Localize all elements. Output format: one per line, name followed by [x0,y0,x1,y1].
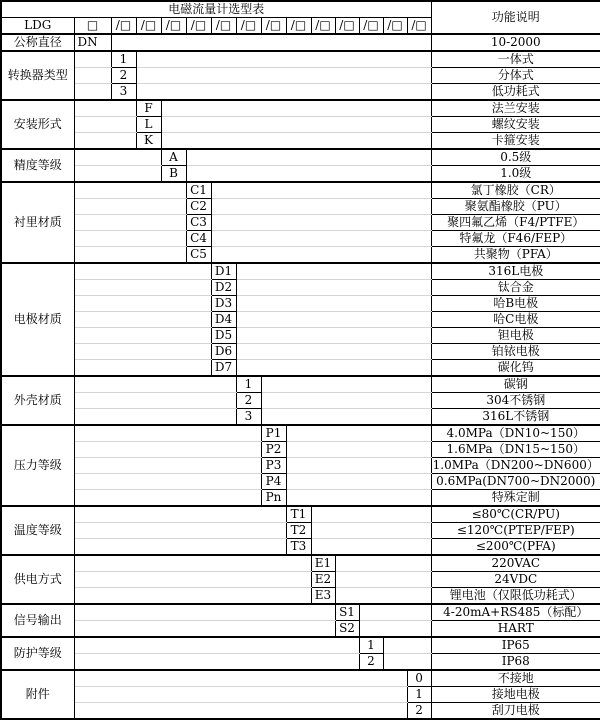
option-code: 1 [236,376,261,393]
spacer-cell [74,442,261,458]
option-code: T2 [286,523,311,539]
option-code: D3 [211,296,236,312]
option-code: 2 [111,68,136,84]
model-code-box: /□ [335,18,359,35]
option-desc: 不接地 [431,670,600,687]
spacer-cell [161,117,431,133]
option-desc: HART [431,621,600,638]
option-desc: ≤120℃(PTEP/FEP) [431,523,600,539]
option-code: D6 [211,344,236,360]
option-code: B [161,166,186,183]
category-label: 压力等级 [1,425,74,506]
model-code-box: /□ [161,18,186,35]
option-code: E2 [311,572,335,588]
option-desc: 聚氨酯橡胶（PU） [431,199,600,215]
option-desc: 螺纹安装 [431,117,600,133]
option-desc: 10-2000 [431,34,600,51]
model-code-box: /□ [211,18,236,35]
option-code: 0 [407,670,431,687]
category-label: 附件 [1,670,74,719]
option-desc: 分体式 [431,68,600,84]
option-code: 1 [359,637,383,654]
spacer-cell [236,312,431,328]
model-prefix: LDG [1,18,74,35]
option-desc: 1.6MPa（DN15~150） [431,442,600,458]
option-desc: 1.0级 [431,166,600,183]
spacer-cell [261,376,431,393]
spacer-cell [74,117,136,133]
spacer-cell [74,539,286,556]
spacer-cell [74,328,211,344]
option-desc: 316L不锈钢 [431,409,600,426]
option-desc: 氯丁橡胶（CR） [431,182,600,199]
option-code: P4 [261,474,286,490]
spacer-cell [74,458,261,474]
option-code: F [136,100,161,117]
spacer-cell [74,247,186,264]
spacer-cell [74,670,407,687]
option-code: C2 [186,199,211,215]
option-code: C5 [186,247,211,264]
model-code-box: /□ [136,18,161,35]
option-desc: 哈C电极 [431,312,600,328]
model-code-box: □ [74,18,111,35]
option-desc: IP68 [431,654,600,671]
model-code-box: /□ [261,18,286,35]
option-desc: 法兰安装 [431,100,600,117]
spacer-cell [74,312,211,328]
option-code: 2 [359,654,383,671]
option-desc: 钛合金 [431,280,600,296]
spacer-cell [111,34,431,51]
spacer-cell [261,393,431,409]
option-code: D4 [211,312,236,328]
option-code: D5 [211,328,236,344]
option-desc: 哈B电极 [431,296,600,312]
option-code: A [161,149,186,166]
spacer-cell [236,344,431,360]
category-label: 防护等级 [1,637,74,670]
option-code: 3 [236,409,261,426]
spacer-cell [74,100,136,117]
model-code-box: /□ [186,18,211,35]
spacer-cell [74,523,286,539]
category-label: 转换器类型 [1,51,74,100]
category-label: 温度等级 [1,506,74,555]
option-desc: 碳钢 [431,376,600,393]
option-desc: 低功耗式 [431,84,600,101]
spacer-cell [383,654,431,671]
spacer-cell [74,621,335,638]
spacer-cell [74,51,111,68]
category-label: 精度等级 [1,149,74,182]
spacer-cell [74,506,286,523]
option-code: P3 [261,458,286,474]
spacer-cell [74,409,236,426]
spacer-cell [74,555,311,572]
option-code: K [136,133,161,150]
option-code: D1 [211,263,236,280]
option-code: 1 [407,687,431,703]
category-label: 电极材质 [1,263,74,376]
spacer-cell [74,588,311,605]
option-desc: 220VAC [431,555,600,572]
option-desc: 304不锈钢 [431,393,600,409]
spacer-cell [359,621,431,638]
category-label: 安装形式 [1,100,74,149]
option-code: C3 [186,215,211,231]
option-desc: 锂电池（仅限低功耗式） [431,588,600,605]
spacer-cell [186,149,431,166]
option-desc: 卡箍安装 [431,133,600,150]
spacer-cell [74,687,407,703]
model-code-box: /□ [383,18,407,35]
option-code: DN [74,34,111,51]
model-code-box: /□ [111,18,136,35]
model-code-box: /□ [359,18,383,35]
spacer-cell [74,572,311,588]
option-desc: 4.0MPa（DN10~150） [431,425,600,442]
spacer-cell [211,182,431,199]
spacer-cell [74,654,359,671]
spacer-cell [335,588,431,605]
spacer-cell [74,84,111,101]
spacer-cell [74,182,186,199]
spacer-cell [236,280,431,296]
option-desc: 铂铱电极 [431,344,600,360]
spacer-cell [311,523,431,539]
option-code: T1 [286,506,311,523]
option-desc: 刮刀电极 [431,703,600,720]
category-label: 信号输出 [1,604,74,637]
spacer-cell [74,133,136,150]
spacer-cell [74,166,161,183]
table-title: 电磁流量计选型表 [1,1,431,18]
option-desc: 聚四氟乙烯（F4/PTFE） [431,215,600,231]
spacer-cell [136,51,431,68]
option-desc: 一体式 [431,51,600,68]
option-code: 3 [111,84,136,101]
option-code: 1 [111,51,136,68]
spacer-cell [74,344,211,360]
spacer-cell [311,539,431,556]
category-label: 衬里材质 [1,182,74,263]
option-desc: 0.6MPa(DN700~DN2000) [431,474,600,490]
option-code: S2 [335,621,359,638]
category-label: 外壳材质 [1,376,74,425]
category-label: 公称直径 [1,34,74,51]
spacer-cell [74,393,236,409]
spacer-cell [211,199,431,215]
spacer-cell [286,490,431,507]
spacer-cell [311,506,431,523]
spacer-cell [74,376,236,393]
spacer-cell [74,231,186,247]
model-code-box: /□ [236,18,261,35]
spacer-cell [236,360,431,377]
spacer-cell [74,215,186,231]
option-code: L [136,117,161,133]
model-code-box: /□ [286,18,311,35]
spacer-cell [74,263,211,280]
option-desc: IP65 [431,637,600,654]
spacer-cell [161,133,431,150]
spacer-cell [74,280,211,296]
option-code: P1 [261,425,286,442]
option-desc: 共聚物（PFA） [431,247,600,264]
spacer-cell [136,84,431,101]
spacer-cell [74,149,161,166]
option-code: P2 [261,442,286,458]
spacer-cell [236,328,431,344]
spacer-cell [74,637,359,654]
option-desc: 碳化钨 [431,360,600,377]
spacer-cell [74,474,261,490]
spacer-cell [286,458,431,474]
spacer-cell [261,409,431,426]
spacer-cell [286,425,431,442]
option-code: D7 [211,360,236,377]
spacer-cell [286,442,431,458]
spacer-cell [74,296,211,312]
option-code: S1 [335,604,359,621]
option-desc: 24VDC [431,572,600,588]
spacer-cell [74,425,261,442]
spacer-cell [335,555,431,572]
spacer-cell [211,231,431,247]
category-label: 供电方式 [1,555,74,604]
spacer-cell [236,263,431,280]
option-code: E1 [311,555,335,572]
option-code: 2 [407,703,431,720]
option-desc: 钽电极 [431,328,600,344]
spacer-cell [359,604,431,621]
spacer-cell [74,604,335,621]
spacer-cell [136,68,431,84]
spacer-cell [161,100,431,117]
model-code-box: /□ [407,18,431,35]
option-code: C4 [186,231,211,247]
spacer-cell [211,247,431,264]
option-code: D2 [211,280,236,296]
option-desc: ≤80℃(CR/PU) [431,506,600,523]
spacer-cell [74,199,186,215]
spacer-cell [74,490,261,507]
spacer-cell [286,474,431,490]
option-desc: 316L电极 [431,263,600,280]
option-desc: 4-20mA+RS485（标配） [431,604,600,621]
model-code-box: /□ [311,18,335,35]
option-desc: 特氟龙（F46/FEP） [431,231,600,247]
option-code: T3 [286,539,311,556]
option-desc: 特殊定制 [431,490,600,507]
option-desc: 0.5级 [431,149,600,166]
spacer-cell [74,703,407,720]
option-desc: 接地电极 [431,687,600,703]
spacer-cell [236,296,431,312]
function-description-header: 功能说明 [431,1,600,34]
option-desc: ≤200℃(PFA) [431,539,600,556]
spacer-cell [211,215,431,231]
spacer-cell [383,637,431,654]
spacer-cell [335,572,431,588]
option-code: C1 [186,182,211,199]
spacer-cell [186,166,431,183]
spacer-cell [74,68,111,84]
option-code: Pn [261,490,286,507]
spacer-cell [74,360,211,377]
option-desc: 1.0MPa（DN200~DN600） [431,458,600,474]
option-code: E3 [311,588,335,605]
option-code: 2 [236,393,261,409]
